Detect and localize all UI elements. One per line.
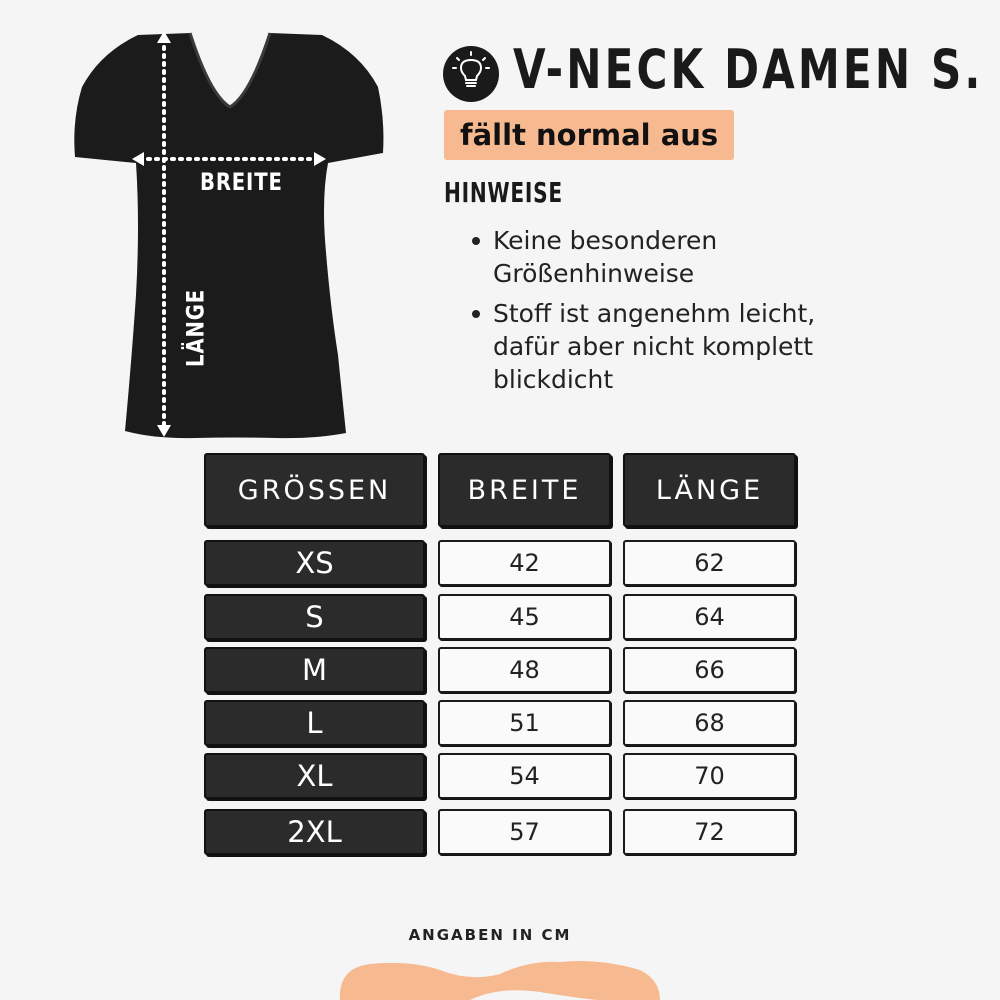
column-header-width: BREITE <box>438 453 611 527</box>
size-cell: M <box>204 647 425 693</box>
length-cell: 62 <box>623 540 796 586</box>
bullet-icon <box>472 237 480 245</box>
length-cell: 66 <box>623 647 796 693</box>
width-cell: 54 <box>438 753 611 799</box>
size-cell: XS <box>204 540 425 586</box>
width-cell: 45 <box>438 594 611 640</box>
notes-heading: HINWEISE <box>444 176 563 209</box>
width-cell: 57 <box>438 809 611 855</box>
units-footnote: ANGABEN IN CM <box>408 926 572 944</box>
notes-item-text: Keine besonderen Größenhinweise <box>493 226 718 288</box>
width-cell: 42 <box>438 540 611 586</box>
bullet-icon <box>472 310 480 318</box>
tshirt-shape <box>74 33 383 438</box>
notes-item <box>470 224 880 290</box>
decorative-blob <box>0 940 1000 1000</box>
notes-item-text: Stoff ist angenehm leicht, dafür aber nicht komplett blickdicht <box>493 299 816 394</box>
length-cell: 64 <box>623 594 796 640</box>
size-cell: XL <box>204 753 425 799</box>
size-cell: L <box>204 700 425 746</box>
length-cell: 70 <box>623 753 796 799</box>
lightbulb-icon <box>443 46 499 102</box>
width-cell: 51 <box>438 700 611 746</box>
length-cell: 68 <box>623 700 796 746</box>
page-title: V-NECK DAMEN S. <box>513 38 984 101</box>
tshirt-illustration <box>60 25 400 445</box>
notes-item <box>470 297 880 396</box>
length-measure-label: LÄNGE <box>181 289 210 367</box>
width-measure-label: BREITE <box>200 168 283 196</box>
length-cell: 72 <box>623 809 796 855</box>
column-header-length: LÄNGE <box>623 453 796 527</box>
fit-badge: fällt normal aus <box>444 110 734 160</box>
size-cell: S <box>204 594 425 640</box>
notes-list <box>470 224 880 403</box>
width-cell: 48 <box>438 647 611 693</box>
column-header-sizes: GRÖSSEN <box>204 453 425 527</box>
size-cell: 2XL <box>204 809 425 855</box>
